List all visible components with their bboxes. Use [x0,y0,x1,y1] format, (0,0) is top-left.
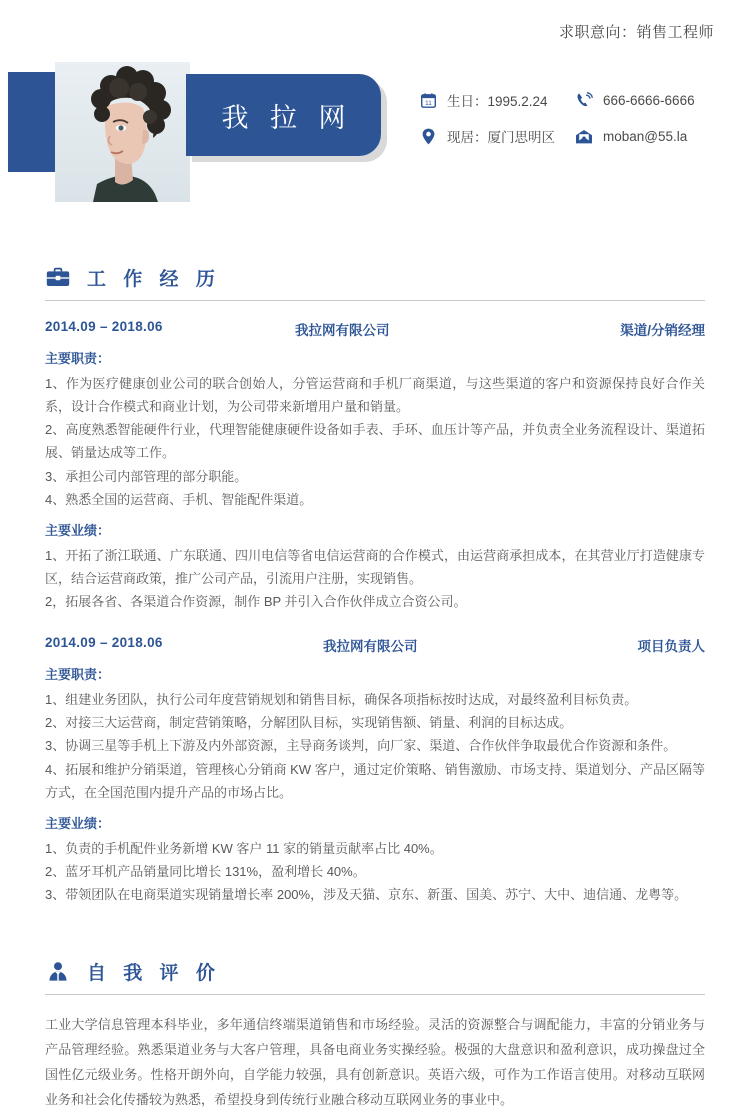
duties-block [45,348,705,511]
self-evaluation-section [0,958,750,1113]
contact-location [418,126,566,146]
job-header [45,319,705,339]
objective-row [0,0,750,62]
resume-header [0,62,750,202]
evaluation-body: 工业大学信息管理本科毕业，多年通信终端渠道销售和市场经验。灵活的资源整合与调配能力，丰富的分销业务与产品管理经验。熟悉渠道业务与大客户管理，具备电商业务实操经验。极强的大盘意识和盈利意识，成功操盘过全国性亿元级业务。性格开朗外向，自学能力较强，具有创新意识。英语六级，可作为工作语言使用。对移动互联网业务和社会化传播较为熟悉，希望投身到传统行业融合移动互联网业务的事业中。 [45,1017,705,1107]
job-company: 我拉网有限公司 [295,323,390,338]
job-role: 项目负责人 [637,639,705,655]
achievement-item: 2，拓展各省、各渠道合作资源，制作 BP 并引入合作伙伴成立合资公司。 [45,594,467,609]
phone-icon [574,91,594,109]
nameplate [186,74,381,156]
achievement-item: 1、开拓了浙江联通、广东联通、四川电信等省电信运营商的合作模式，由运营商承担成本，在其营业厅打造健康专区，结合运营商政策，推广公司产品，引流用户注册，实现销售。 [45,547,705,586]
achievement-item: 2、蓝牙耳机产品销量同比增长 131%，盈利增长 40%。 [45,863,366,879]
job-header [45,635,705,655]
duties-label: 主要职责： [45,351,111,366]
contact-birthday-text: 生日：1995.2.24 [447,94,548,109]
contact-phone [574,90,695,110]
duties-block [45,664,705,804]
envelope-icon [574,127,594,145]
duty-item: 4、熟悉全国的运营商、手机、智能配件渠道。 [45,491,313,507]
job-role: 渠道/分销经理 [620,323,705,338]
contact-phone-text: 666-6666-6666 [603,92,695,108]
duty-item: 2、高度熟悉智能硬件行业，代理智能健康硬件设备如手表、手环、血压计等产品，并负责全业务流程设计、渠道拓展、销量达成等工作。 [45,422,705,461]
duty-item: 3、承担公司内部管理的部分职能。 [45,468,248,484]
job-entry [45,635,705,906]
duties-label: 主要职责： [45,667,111,683]
achievements-label: 主要业绩： [45,522,111,538]
job-objective: 求职意向：销售工程师 [558,23,714,41]
achievements-block [45,520,705,613]
work-experience-section [0,264,750,906]
duty-item: 1、组建业务团队，执行公司年度营销规划和销售目标，确保各项指标按时达成，对最终盈利目标负责。 [45,692,638,708]
job-entry [45,319,705,613]
duty-item: 1、作为医疗健康创业公司的联合创始人，分管运营商和手机厂商渠道，与这些渠道的客户和资源保持良好合作关系，设计合作模式和商业计划，为公司带来新增用户量和销量。 [45,376,705,415]
achievement-item: 3、带领团队在电商渠道实现销量增长率 200%，涉及天猫、京东、新蛋、国美、苏宁、大中、迪信通、龙粤等。 [45,887,688,902]
candidate-name: 我 拉 网 [221,102,353,133]
contact-location-text: 现居：厦门思明区 [447,130,555,145]
achievements-block [45,813,705,906]
calendar-icon [418,91,438,109]
location-pin-icon [418,127,438,145]
job-company: 我拉网有限公司 [323,639,418,655]
work-section-title: 工 作 经 历 [87,269,221,290]
svg-text:11: 11 [424,99,432,107]
duty-item: 2、对接三大运营商，制定营销策略，分解团队目标，实现销售额、销量、利润的目标达成。 [45,715,573,731]
person-icon [45,960,71,984]
contact-email-text: moban@55.la [603,128,688,144]
duty-item: 3、协调三星等手机上下游及内外部资源，主导商务谈判，向厂家、渠道、合作伙伴争取最优合作资源和条件。 [45,738,677,754]
job-date: 2014.09 – 2018.06 [45,635,163,651]
contact-grid [418,90,695,146]
evaluation-section-title: 自 我 评 价 [87,963,221,985]
achievement-item: 1、负责的手机配件业务新增 KW 客户 11 家的销量贡献率占比 40%。 [45,840,443,856]
profile-photo [55,62,190,202]
achievements-label: 主要业绩： [45,815,111,831]
work-section-header [45,264,705,301]
contact-email [574,126,695,146]
job-date: 2014.09 – 2018.06 [45,319,163,334]
contact-birthday [418,90,566,110]
duty-item: 4、拓展和维护分销渠道，管理核心分销商 KW 客户，通过定价策略、销售激励、市场支持、渠道划分、产品区隔等方式，在全国范围内提升产品的市场占比。 [45,761,705,800]
evaluation-section-header [45,958,705,995]
briefcase-icon [45,266,71,290]
